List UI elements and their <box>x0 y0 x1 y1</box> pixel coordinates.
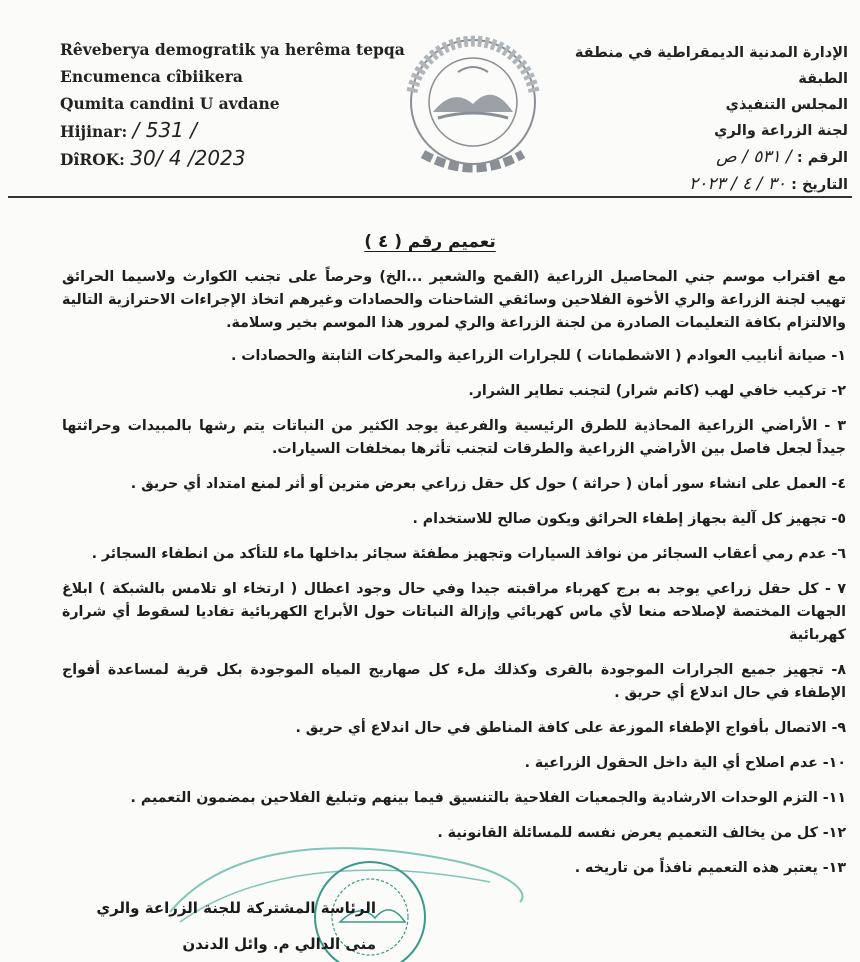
mountain-icon <box>433 95 513 112</box>
intro-paragraph: مع اقتراب موسم جني المحاصيل الزراعية (القمح والشعير ...الخ) وحرصاً على تجنب الكوارث ولاسيما الحرائق تهيب لجنة الزراعة والري الأخوة الفلاحين وسائقي الشاحنات والحصادات وغيرهم اتخاذ الإجراءات الاحترازية التالية والالتزام بكافة التعليمات الصادرة من لجنة الزراعة والري لمرور هذا الموسم بخير وسلامة. <box>62 269 846 331</box>
header-left-line3: Qumita candini U avdane <box>60 94 280 113</box>
number-value-ar: / ٥٣١ / ص <box>716 147 792 167</box>
header-divider <box>8 196 852 198</box>
instruction-item: ١١- التزم الوحدات الارشادية والجمعيات الفلاحية بالتنسيق فيما بينهم وتبليغ الفلاحين بمضمون التعميم . <box>130 790 846 806</box>
header-left-date <box>60 145 400 173</box>
signature-line2: منى الدالي م. وائل الدندن <box>182 935 376 953</box>
number-label-ar: الرقم : <box>796 150 848 166</box>
header-right-line1: الإدارة المدنية الديمقراطية في منطقة الطبقة <box>574 45 848 87</box>
instruction-list <box>62 345 846 880</box>
date-label-ar: التاريخ : <box>791 177 848 193</box>
header-left <box>60 36 405 173</box>
instruction-item: ٥- تجهيز كل آلية بجهاز إطفاء الحرائق ويكون صالح للاستخدام . <box>412 511 846 527</box>
instruction-item: ١٣- يعتبر هذه التعميم نافذاً من تاريخه . <box>574 860 846 876</box>
header-right-line2: المجلس التنفيذي <box>725 97 848 113</box>
header-right <box>548 40 848 198</box>
signature-line1: الرئاسة المشتركة للجنة الزراعة والري <box>96 899 376 917</box>
header-right-line3: لجنة الزراعة والري <box>714 123 848 139</box>
date-label: DîROK: <box>60 150 125 169</box>
circular-body <box>62 266 846 892</box>
circular-title: تعميم رقم ( ٤ ) <box>364 232 496 252</box>
instruction-item: ٨- تجهيز جميع الجرارات الموجودة بالقرى وكذلك ملء كل صهاريج المياه الموجودة بكل قرية لمساعدة أفواج الإطفاء في حال اندلاع أي حريق . <box>62 662 846 701</box>
number-value: / 531 / <box>132 118 198 142</box>
date-value: 30/ 4 /2023 <box>130 146 246 170</box>
header-right-number <box>548 144 848 171</box>
instruction-item: ٦- عدم رمي أعقاب السجائر من نوافذ السيارات وتجهيز مطفئة سجائر بداخلها ماء للتأكد من انطفاء السجائر . <box>91 546 846 562</box>
instruction-item: ٩- الاتصال بأفواج الإطفاء الموزعة على كافة المناطق في حال اندلاع أي حريق . <box>295 720 846 736</box>
date-value-ar: ٣٠ / ٤ / ٢٠٢٣ <box>689 174 787 194</box>
header-left-line2: Encumenca cîbiikera <box>60 67 243 86</box>
instruction-item: ٢- تركيب خافي لهب (كاتم شرار) لتجنب تطاير الشرار. <box>468 383 846 399</box>
committee-emblem <box>398 32 548 182</box>
header-left-number <box>60 117 400 145</box>
signature-block <box>76 890 376 962</box>
instruction-item: ١٢- كل من يخالف التعميم يعرض نفسه للمسائلة القانونية . <box>437 825 846 841</box>
header-right-date <box>548 171 848 198</box>
number-label: Hijinar: <box>60 122 128 141</box>
instruction-item: ١٠- عدم اصلاح أي الية داخل الحقول الزراعية . <box>524 755 846 771</box>
header-left-line1: Rêveberya demogratik ya herêma tepqa <box>60 40 405 59</box>
instruction-item: ٧ - كل حقل زراعي يوجد به برج كهرباء مراقبته جيدا وفي حال وجود اعطال ( ارتخاء او تلامس بالشبكة ) ابلاغ الجهات المختصة لإصلاحه منعا لأي ماس كهربائي وإزالة النباتات حول الأبراج الكهربائية تفاديا لسقوط أي شرارة كهربائية <box>62 581 846 643</box>
instruction-item: ١- صيانة أنابيب العوادم ( الاشطمانات ) للجرارات الزراعية والمحركات الثابتة والحصادات . <box>230 348 846 364</box>
instruction-item: ٤- العمل على انشاء سور أمان ( حراثة ) حول كل حقل زراعي بعرض مترين أو أثر لمنع امتداد أي حريق . <box>130 476 846 492</box>
instruction-item: ٣ - الأراضي الزراعية المحاذية للطرق الرئيسية والفرعية يوجد الكثير من النباتات يتم رشها بالمبيدات وحراثتها جيداً لجعل فاصل بين الأراضي الزراعية والطرقات لتجنب تأثرها بمخلفات السيارات. <box>62 418 846 457</box>
